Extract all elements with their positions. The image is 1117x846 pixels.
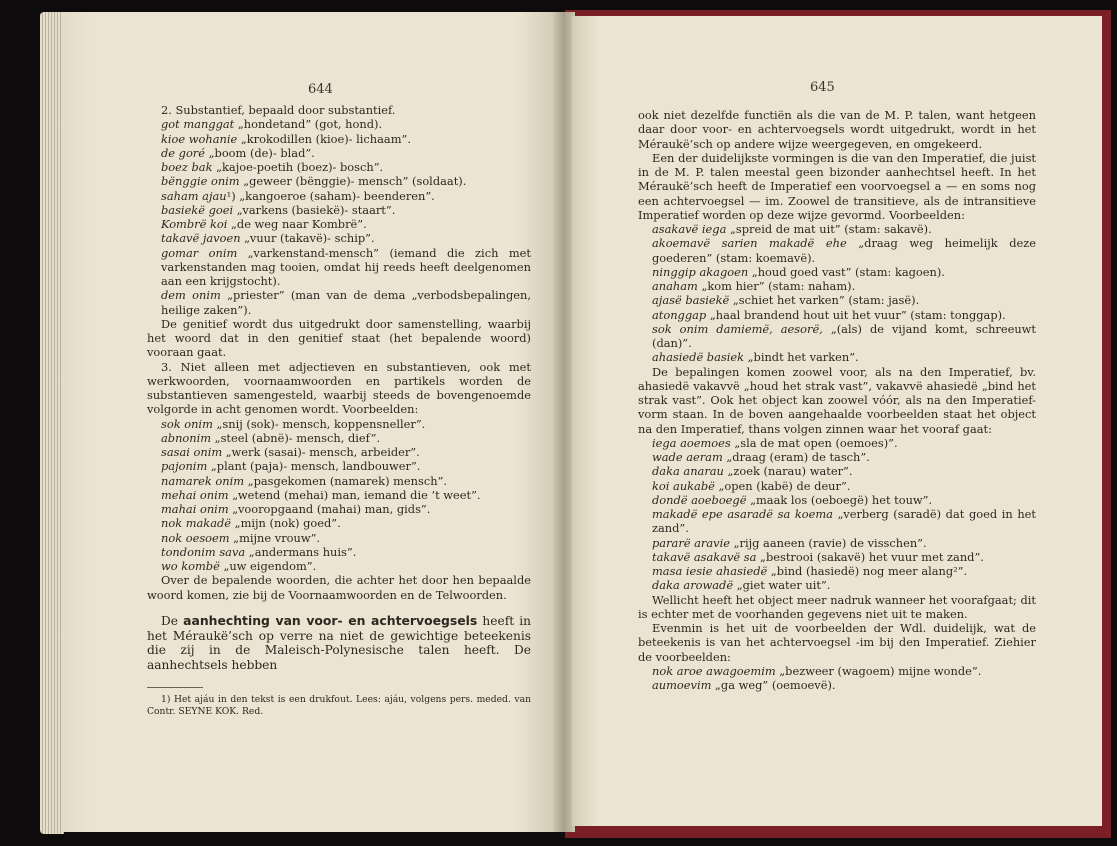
- example-line: de goré „boom (de)- blad”.: [161, 145, 315, 160]
- example-line: got manggat „hondetand” (got, hond).: [161, 117, 383, 132]
- paragraph-r2: Een der duidelijkste vormingen is die van den Imperatief, die juist in de M. P. talen meestal geen bizonder aanhechtsel heeft. In het Méraukë’sch heeft de Imperatief een voorvoegsel a — en soms nog een achtervoegsel — im. Zoowel de transitieve, als de intransitieve Imperatief worden op deze wijze gevormd. Voorbeelden:: [638, 150, 1036, 222]
- paragraph-aanhechting: De aanhechting van voor- en achtervoegsels heeft in het Méraukë’sch op verre na niet de gewichtige beteekenis die zij in de Maleisch-Polynesische talen heeft. De aanhechtsels hebben: [147, 612, 531, 673]
- left-page-text: [147, 103, 531, 718]
- example-line: daka arowadë „giet water uit”.: [652, 578, 831, 593]
- example-line: nok oesoem „mijne vrouw”.: [161, 530, 321, 545]
- example-line: makadë epe asaradë sa koema „verberg (saradë) dat goed in het zand”.: [652, 507, 1036, 536]
- examples-c: [638, 222, 1036, 365]
- paragraph-r1: ook niet dezelfde functiën als die van de M. P. talen, want hetgeen daar door voor- en achtervoegsels wordt uitgedrukt, wordt in het Méraukë’sch op andere wijze weergegeven, en omgekeerd.: [638, 108, 1036, 151]
- example-line: mehai onim „wetend (mehai) man, iemand die ’t weet”.: [161, 487, 481, 502]
- example-line: ajasë basiekë „schiet het varken” (stam: jasë).: [652, 293, 920, 308]
- right-page: [572, 16, 1102, 826]
- example-line: bënggie onim „geweer (bënggie)- mensch” (soldaat).: [161, 174, 467, 189]
- example-line: tondonim sava „andermans huis”.: [161, 544, 357, 559]
- example-line: mahai onim „vooropgaand (mahai) man, gids”.: [161, 502, 431, 516]
- example-line: Kombrë koi „de weg naar Kombrë”.: [161, 217, 367, 231]
- example-line: abnonim „steel (abnë)- mensch, dief”.: [161, 430, 381, 445]
- page-number-left: 644: [308, 82, 333, 97]
- example-line: aumoevim „ga weg” (oemoevë).: [652, 678, 836, 692]
- example-line: takavë javoen „vuur (takavë)- schip”.: [161, 231, 375, 246]
- paragraph-r5: Evenmin is het uit de voorbeelden der Wdl. duidelijk, wat de beteekenis is van het achtervoegsel -im bij den Imperatief. Ziehier de voorbeelden:: [638, 621, 1036, 664]
- bold-heading: aanhechting van voor- en achtervoegsels: [183, 612, 478, 628]
- example-line: daka anarau „zoek (narau) water”.: [652, 464, 853, 479]
- page-edges: [40, 12, 64, 834]
- example-line: atonggap „haal brandend hout uit het vuur” (stam: tonggap).: [652, 307, 1006, 322]
- example-dem: dem onim „priester” (man van de dema „verbodsbepalingen, heilige zaken”).: [161, 288, 531, 317]
- example-line: basiekë goei „varkens (basiekë)- staart”.: [161, 202, 396, 217]
- example-line: koi aukabë „open (kabë) de deur”.: [652, 478, 851, 493]
- example-line: pararë aravie „rijg aaneen (ravie) de visschen”.: [652, 535, 927, 550]
- example-line: nok makadë „mijn (nok) goed”.: [161, 516, 341, 531]
- example-line: wade aeram „draag (eram) de tasch”.: [652, 450, 870, 464]
- example-line: pajonim „plant (paja)- mensch, landbouwer”.: [161, 459, 421, 474]
- example-line: akoemavë sarien makadë ehe „draag weg heimelijk deze goederen” (stam: koemavë).: [652, 236, 1036, 265]
- right-page-text: [638, 108, 1036, 692]
- example-line: sok onim „snij (sok)- mensch, koppensneller”.: [161, 416, 426, 431]
- paragraph-r3: De bepalingen komen zoowel voor, als na den Imperatief, bv. ahasiedë vakavvë „houd het strak vast”, vakavvë ahasiedë „bind het strak vast”. Ook het object kan zoowel vóór, als na den Imperatief-vorm staan. In de boven aangehaalde voorbeelden staat het object na den Imperatief, thans volgen zinnen waar het vooraf gaat:: [638, 364, 1036, 436]
- example-line: ahasiedë basiek „bindt het varken”.: [652, 350, 859, 365]
- examples-a: [147, 117, 531, 245]
- examples-e: [638, 664, 1036, 693]
- paragraph-over: Over de bepalende woorden, die achter het door hen bepaalde woord komen, zie bij de Voornaamwoorden en de Telwoorden.: [147, 573, 531, 602]
- footnote-rule: [147, 687, 203, 688]
- examples-b: [147, 417, 531, 574]
- examples-d: [638, 436, 1036, 593]
- example-line: saham ajau¹) „kangoeroe (saham)- beenderen”.: [161, 188, 435, 203]
- example-line: ninggip akagoen „houd goed vast” (stam: kagoen).: [652, 264, 945, 279]
- paragraph-r4: Wellicht heeft het object meer nadruk wanneer het voorafgaat; dit is echter met de voorhanden gegevens niet uit te maken.: [638, 592, 1036, 621]
- example-line: asakavë iega „spreid de mat uit” (stam: sakavë).: [652, 222, 932, 236]
- example-line: anaham „kom hier” (stam: naham).: [652, 279, 856, 293]
- footnote: 1) Het ajáu in den tekst is een drukfout. Lees: ajáu, volgens pers. meded. van Contr. SEYNE KOK. Red.: [147, 693, 531, 717]
- example-line: sok onim damiemë, aesorë, „(als) de vijand komt, schreeuwt (dan)”.: [652, 321, 1036, 350]
- section-title: 2. Substantief, bepaald door substantief.: [161, 103, 396, 117]
- example-line: masa iesie ahasiedë „bind (hasiedë) nog meer alang²”.: [652, 564, 968, 578]
- example-line: kioe wohanie „krokodillen (kioe)- lichaam”.: [161, 131, 411, 146]
- example-line: boez bak „kajoe-poetih (boez)- bosch”.: [161, 160, 384, 174]
- example-line: iega aoemoes „sla de mat open (oemoes)”.: [652, 435, 898, 450]
- example-line: sasai onim „werk (sasai)- mensch, arbeider”.: [161, 445, 420, 459]
- paragraph-3: 3. Niet alleen met adjectieven en substantieven, ook met werkwoorden, voornaamwoorden en partikels worden de substantieven samengesteld, waarbij steeds de bovengenoemde volgorde in acht genomen wordt. Voorbeelden:: [147, 359, 531, 417]
- example-line: namarek onim „pasgekomen (namarek) mensch”.: [161, 473, 448, 488]
- left-page: [62, 12, 556, 832]
- example-line: wo kombë „uw eigendom”.: [161, 559, 317, 573]
- paragraph-genitief: De genitief wordt dus uitgedrukt door samenstelling, waarbij het woord dat in den genitief staat (het bepalende woord) vooraan gaat.: [147, 316, 531, 360]
- page-number-right: 645: [810, 80, 835, 95]
- example-line: nok aroe awagoemim „bezweer (wagoem) mijne wonde”.: [652, 663, 982, 678]
- example-gomar: gomar onim „varkenstand-mensch” (iemand die zich met varkenstanden mag tooien, omdat hij reeds heeft deelgenomen aan een krijgstocht).: [161, 245, 531, 288]
- example-line: dondë aoeboegë „maak los (oeboegë) het touw”.: [652, 492, 933, 507]
- example-line: takavë asakavë sa „bestrooi (sakavë) het vuur met zand”.: [652, 549, 984, 564]
